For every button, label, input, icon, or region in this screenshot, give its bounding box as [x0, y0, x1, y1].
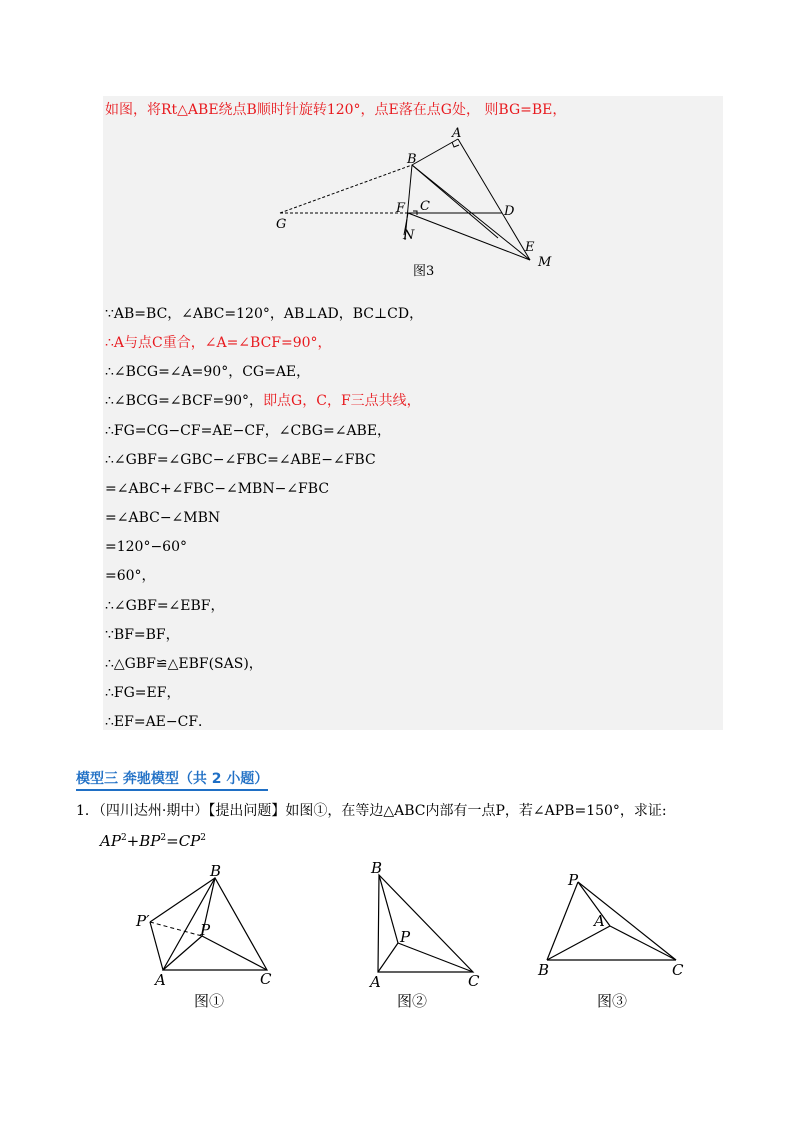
formula-ap: AP [100, 832, 121, 850]
proof-line-2: ∴A与点C重合，∠A=∠BCF=90°， [105, 335, 332, 351]
fig3b-label-B: B [538, 961, 550, 979]
proof-line-9: =120°−60° [105, 539, 187, 555]
proof-line-15: ∴EF=AE−CF． [105, 714, 213, 730]
figure-2 [365, 855, 495, 990]
proof-line-13: ∴△GBF≌△EBF(SAS)， [105, 656, 263, 672]
proof-line-7: =∠ABC+∠FBC−∠MBN−∠FBC [105, 481, 330, 497]
formula-bp: BP [139, 832, 161, 850]
fig3b-label-P: P [568, 871, 579, 889]
fig1-label-A: A [155, 971, 166, 989]
proof-line-3: ∴∠BCG=∠A=90°，CG=AE， [105, 364, 311, 380]
section-title: 模型三 奔驰模型（共 2 小题） [76, 768, 268, 791]
proof-line-5: ∴FG=CG−CF=AE−CF，∠CBG=∠ABE， [105, 423, 392, 439]
label-E: E [525, 240, 535, 255]
label-D: D [504, 204, 515, 219]
label-M: M [538, 255, 552, 270]
formula-exp-2: 2 [160, 833, 167, 843]
label-A: A [452, 126, 462, 141]
formula: $AP^2+BP^2=CP^2$ [100, 832, 206, 850]
proof-line-12: ∵BF=BF， [105, 627, 180, 643]
label-C: C [420, 199, 430, 214]
proof-line-4: ∴∠BCG=∠BCF=90°，即点G，C，F三点共线， [105, 393, 421, 409]
question-text: 1．（四川达州·期中）【提出问题】如图①，在等边△ABC内部有一点P，若∠APB=150°，求证: [76, 803, 667, 819]
fig2-label-C: C [468, 972, 480, 990]
figure-3 [270, 125, 570, 280]
label-B: B [407, 152, 417, 167]
fig2-label-A: A [370, 973, 381, 990]
label-N: N [403, 228, 415, 243]
figure-3-caption: 图3 [413, 264, 435, 279]
figure-3b [530, 868, 695, 983]
formula-cp: CP [178, 832, 201, 850]
fig2-label-B: B [371, 859, 383, 877]
figure-3b-caption: 图③ [597, 992, 628, 1010]
fig3b-label-A: A [594, 912, 605, 930]
intro-text: 如图，将Rt△ABE绕点B顺时针旋转120°，点E落在点G处， 则BG=BE， [105, 102, 567, 118]
formula-exp-3: 2 [200, 833, 206, 843]
figure-1-caption: 图① [194, 992, 225, 1010]
proof-line-1: ∵AB=BC，∠ABC=120°，AB⊥AD，BC⊥CD， [105, 306, 424, 322]
label-F: F [396, 201, 406, 216]
label-G: G [276, 217, 287, 232]
proof-line-8: =∠ABC−∠MBN [105, 510, 221, 526]
fig2-label-P: P [400, 928, 411, 946]
proof-line-11: ∴∠GBF=∠EBF， [105, 598, 225, 614]
figure-2-caption: 图② [397, 992, 428, 1010]
fig1-label-P: P [200, 921, 211, 939]
proof-line-6: ∴∠GBF=∠GBC−∠FBC=∠ABE−∠FBC [105, 452, 376, 468]
fig3b-label-C: C [672, 961, 684, 979]
fig1-label-B: B [210, 862, 222, 880]
proof-line-14: ∴FG=EF， [105, 685, 181, 701]
figure-1 [130, 860, 290, 995]
fig1-label-C: C [260, 970, 272, 988]
fig1-label-P1: P′ [136, 912, 150, 930]
formula-exp-1: 2 [120, 833, 127, 843]
proof-line-10: =60°， [105, 568, 156, 584]
